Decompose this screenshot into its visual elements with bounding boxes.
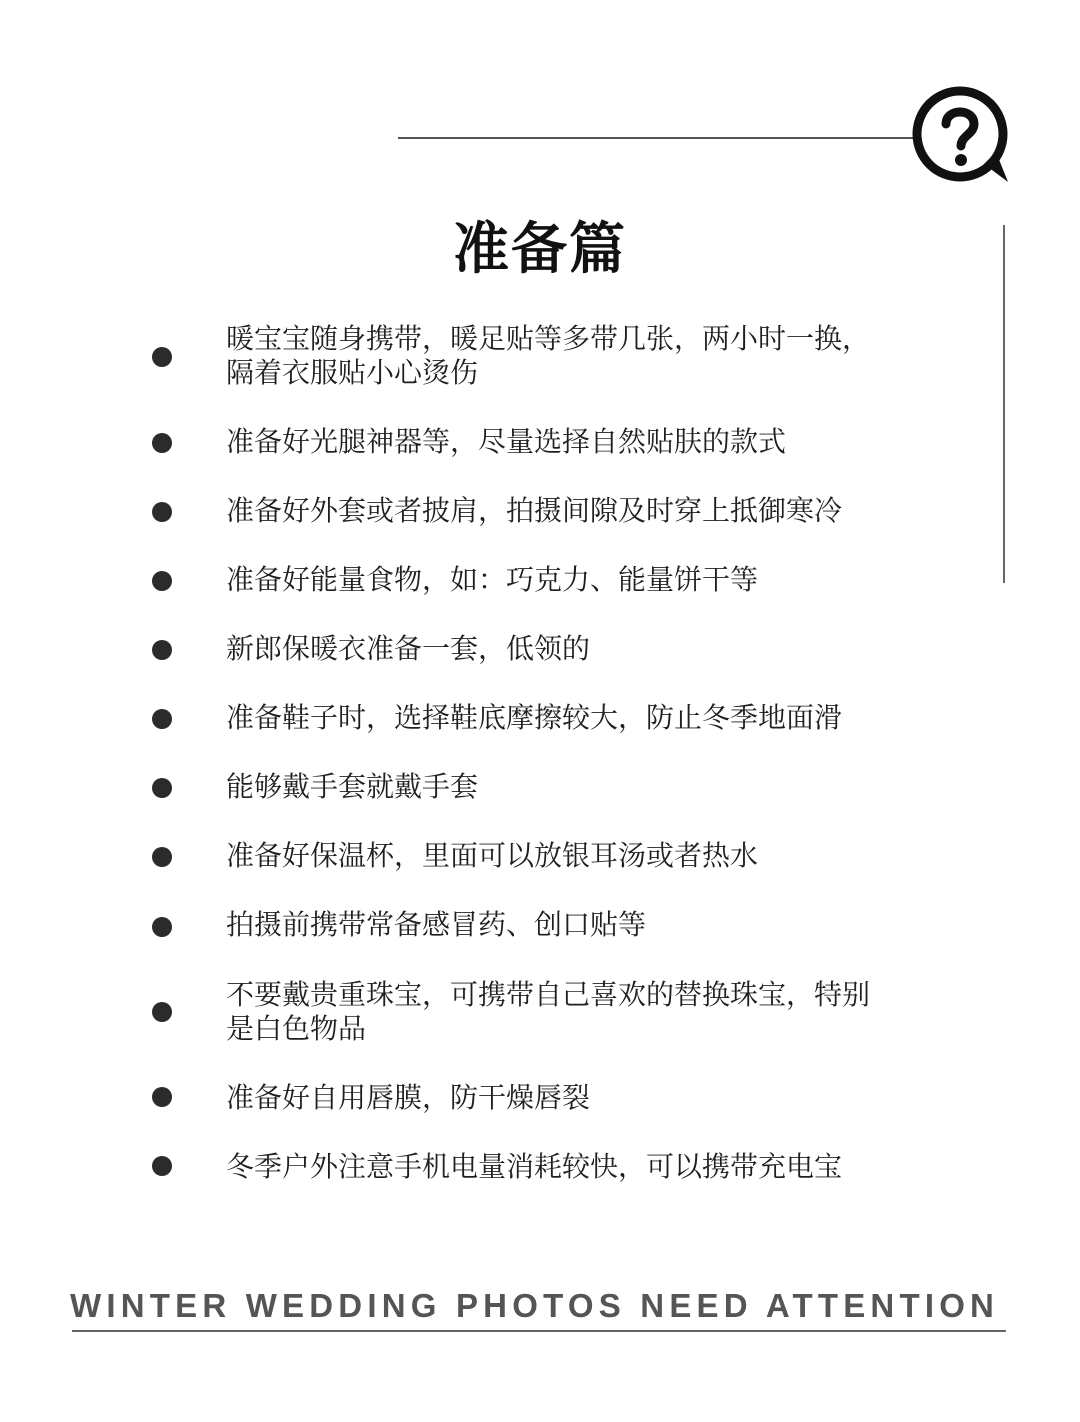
- item-text: [226, 1081, 916, 1115]
- item-line: 准备好外套或者披肩，拍摄间隙及时穿上抵御寒冷: [226, 494, 843, 527]
- item-text: [226, 632, 916, 666]
- item-text: [226, 908, 916, 942]
- item-text: [226, 563, 916, 597]
- question-bubble-icon: [908, 82, 1012, 186]
- item-line: 准备鞋子时，选择鞋底摩擦较大，防止冬季地面滑: [226, 701, 843, 734]
- bullet-dot: [152, 1156, 172, 1176]
- bullet-dot: [152, 1002, 172, 1022]
- bullet-dot: [152, 709, 172, 729]
- top-divider: [398, 137, 918, 139]
- bullet-dot: [152, 917, 172, 937]
- item-text: [226, 1150, 916, 1184]
- bullet-dot: [152, 433, 172, 453]
- bullet-dot: [152, 847, 172, 867]
- page-title: 准备篇: [453, 217, 627, 282]
- item-text: [226, 494, 916, 528]
- item-line: 准备好光腿神器等，尽量选择自然贴肤的款式: [226, 425, 787, 458]
- item-line: 准备好自用唇膜，防干燥唇裂: [226, 1081, 591, 1114]
- item-line: 暖宝宝随身携带，暖足贴等多带几张，两小时一换，: [226, 322, 871, 355]
- item-line: 拍摄前携带常备感冒药、创口贴等: [226, 908, 647, 941]
- item-text: [226, 701, 916, 735]
- item-line: 隔着衣服贴小心烫伤: [226, 356, 479, 389]
- footer-caption: WINTER WEDDING PHOTOS NEED ATTENTION: [70, 1287, 1000, 1324]
- item-text: [226, 322, 916, 390]
- footer-divider: [72, 1330, 1006, 1332]
- item-text: [226, 978, 916, 1046]
- item-line: 冬季户外注意手机电量消耗较快，可以携带充电宝: [226, 1150, 843, 1183]
- bullet-dot: [152, 640, 172, 660]
- item-line: 不要戴贵重珠宝，可携带自己喜欢的替换珠宝，特别: [226, 978, 871, 1011]
- item-line: 是白色物品: [226, 1012, 367, 1045]
- item-line: 准备好保温杯，里面可以放银耳汤或者热水: [226, 839, 759, 872]
- bullet-dot: [152, 1087, 172, 1107]
- bullet-dot: [152, 778, 172, 798]
- item-line: 新郎保暖衣准备一套，低领的: [226, 632, 591, 665]
- item-text: [226, 425, 916, 459]
- item-text: [226, 839, 916, 873]
- item-text: [226, 770, 916, 804]
- bullet-dot: [152, 571, 172, 591]
- item-line: 准备好能量食物，如：巧克力、能量饼干等: [226, 563, 759, 596]
- item-line: 能够戴手套就戴手套: [226, 770, 479, 803]
- bullet-dot: [152, 502, 172, 522]
- bullet-dot: [152, 347, 172, 367]
